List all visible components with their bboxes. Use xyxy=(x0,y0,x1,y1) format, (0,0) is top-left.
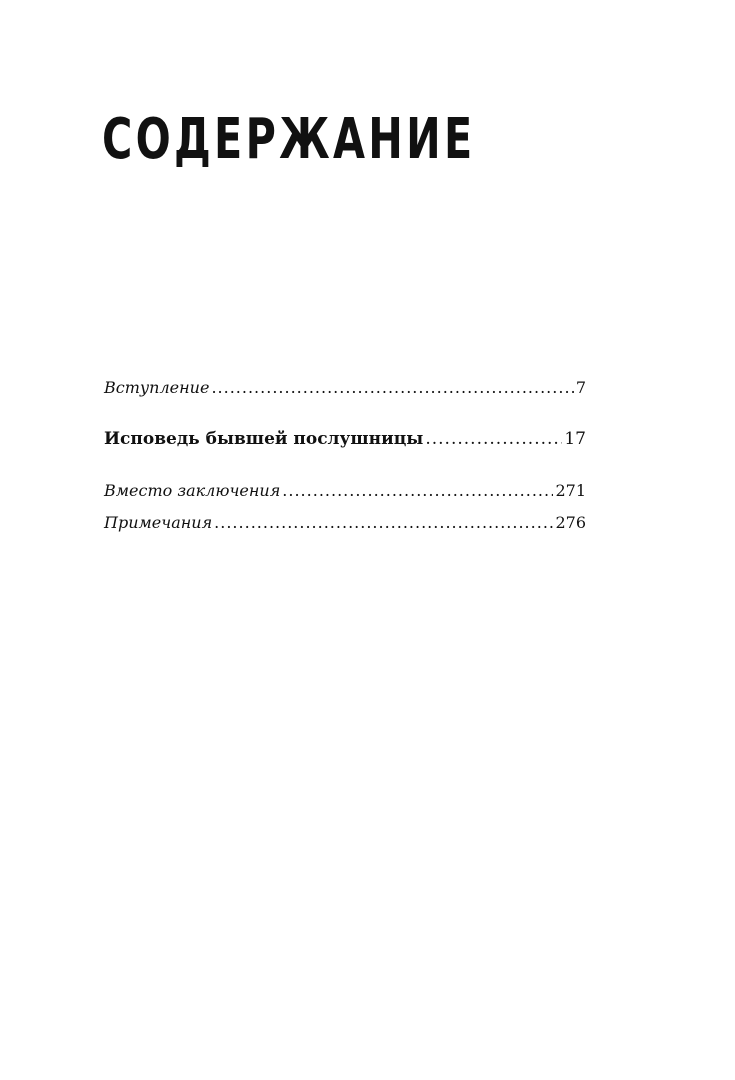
dot-leader xyxy=(214,513,553,533)
dot-leader xyxy=(211,378,573,398)
page-title: СОДЕРЖАНИЕ xyxy=(102,107,476,172)
toc-entry-page-number: 276 xyxy=(555,513,586,532)
toc-entry-confession xyxy=(104,429,586,449)
toc-entry-page-number: 7 xyxy=(575,378,586,397)
toc-entry-label: Вступление xyxy=(104,378,210,397)
toc-entry-introduction xyxy=(104,378,586,398)
dot-leader xyxy=(282,481,553,501)
toc-entry-page-number: 17 xyxy=(564,429,586,449)
toc-entry-label: Исповедь бывшей послушницы xyxy=(104,429,424,449)
toc-entry-conclusion xyxy=(104,481,586,501)
dot-leader xyxy=(425,429,562,449)
toc-entry-label: Примечания xyxy=(104,513,213,532)
toc-entry-notes xyxy=(104,513,586,533)
toc-entry-label: Вместо заключения xyxy=(104,481,281,500)
toc-entry-page-number: 271 xyxy=(555,481,586,500)
